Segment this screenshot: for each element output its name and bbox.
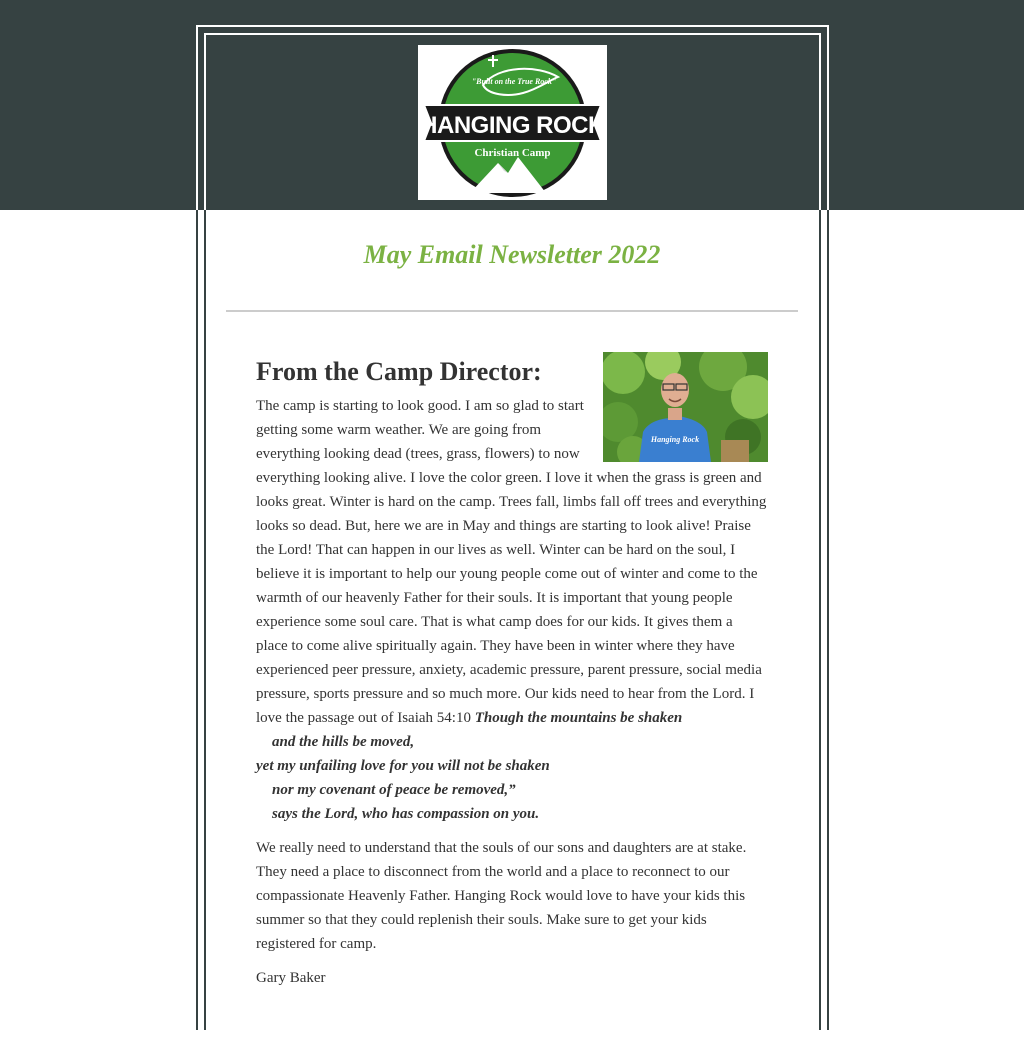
director-photo[interactable] bbox=[603, 352, 768, 462]
verse-line-4: nor my covenant of peace be removed,” bbox=[272, 782, 516, 798]
verse-line-2: and the hills be moved, bbox=[272, 734, 415, 750]
signature: Gary Baker bbox=[256, 970, 326, 986]
newsletter-title: May Email Newsletter 2022 bbox=[363, 240, 661, 269]
article-closing: We really need to understand that the souls of our sons and daughters are at stake. They need a place to disconnect from the world and a place to reconnect to our compassionate Heavenly Father. Hanging Rock would love to have your kids this summer so that they could replenish their souls. Make sure to get your kids registered for camp. bbox=[256, 840, 747, 952]
article-content bbox=[256, 352, 768, 990]
verse-line-3: yet my unfailing love for you will not be shaken bbox=[256, 758, 550, 774]
verse-line-5: says the Lord, who has compassion on you. bbox=[272, 806, 540, 822]
camp-logo[interactable] bbox=[418, 45, 607, 200]
svg-text:Hanging Rock: Hanging Rock bbox=[420, 112, 605, 139]
person-photo-icon bbox=[603, 352, 768, 462]
svg-text:Hanging Rock: Hanging Rock bbox=[650, 435, 700, 444]
verse-line-1: Though the mountains be shaken bbox=[474, 710, 683, 726]
svg-text:Christian Camp: Christian Camp bbox=[474, 147, 551, 159]
article-body-intro: The camp is starting to look good. I am so glad to start getting some warm weather. We are going from everything looking dead (trees, grass, flowers) to now everything looking alive. I love the color green. I love it when the grass is green and looks great. Winter is hard on the camp. Trees fall, limbs fall off trees and everything looks so dead. But, here we are in May and things are starting to look alive! Praise the Lord! That can happen in our lives as well. Winter can be hard on the soul, I believe it is important to help our young people come out of winter and come to the warmth of our heavenly Father for their souls. It is important that young people experience some soul care. That is what camp does for our kids. It gives them a place to come alive spiritually again. They have been in winter where they have experienced peer pressure, anxiety, academic pressure, parent pressure, social media pressure, sports pressure and so much more. Our kids need to hear from the Lord. I love the passage out of Isaiah 54:10 bbox=[256, 398, 767, 726]
hanging-rock-logo-icon bbox=[418, 45, 607, 200]
svg-text:"Built on the True Rock": "Built on the True Rock" bbox=[471, 77, 557, 86]
section-heading: From the Camp Director: bbox=[256, 357, 542, 386]
title-divider bbox=[226, 310, 798, 312]
